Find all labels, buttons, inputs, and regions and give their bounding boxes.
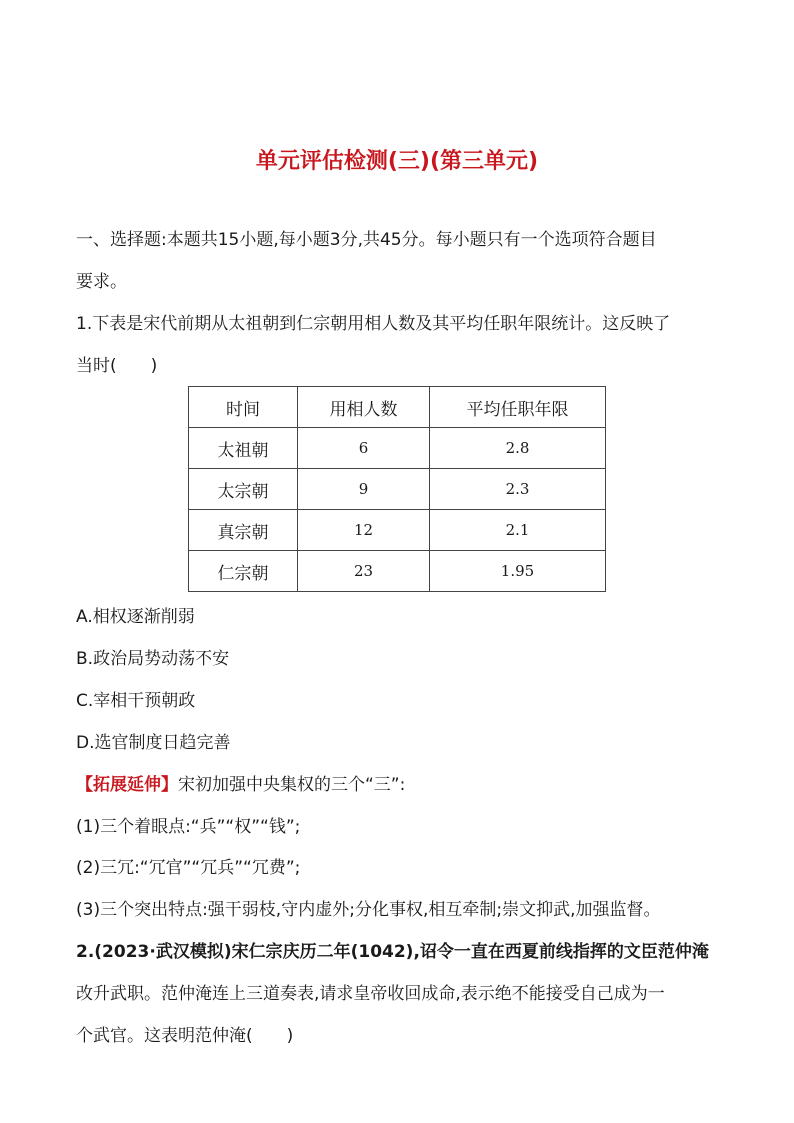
extension-item-1: (1)三个着眼点:“兵”“权”“钱”;	[76, 817, 301, 837]
table-header-row	[189, 387, 606, 428]
table-header-cell: 平均任职年限	[430, 387, 606, 428]
question-2-stem-line3: 个武官。这表明范仲淹( )	[76, 1026, 294, 1046]
option-b: B.政治局势动荡不安	[76, 649, 230, 669]
table-cell: 6	[298, 428, 430, 469]
question-1-stem-line1: 1.下表是宋代前期从太祖朝到仁宗朝用相人数及其平均任职年限统计。这反映了	[76, 314, 671, 334]
table-cell: 2.1	[430, 510, 606, 551]
table-cell: 12	[298, 510, 430, 551]
table-cell: 2.3	[430, 469, 606, 510]
extension-tag: 【拓展延伸】	[76, 775, 178, 795]
table-header-cell: 时间	[189, 387, 298, 428]
option-a: A.相权逐渐削弱	[76, 607, 195, 627]
table-cell: 真宗朝	[189, 510, 298, 551]
table-cell: 太祖朝	[189, 428, 298, 469]
extension-item-3: (3)三个突出特点:强干弱枝,守内虚外;分化事权,相互牵制;崇文抑武,加强监督。	[76, 900, 661, 920]
table-cell: 2.8	[430, 428, 606, 469]
option-c: C.宰相干预朝政	[76, 691, 196, 711]
page-title: 单元评估检测(三)(第三单元)	[255, 149, 539, 174]
table-cell: 太宗朝	[189, 469, 298, 510]
table-row	[189, 469, 606, 510]
table-cell: 1.95	[430, 551, 606, 592]
option-d: D.选官制度日趋完善	[76, 733, 231, 753]
table-row	[189, 551, 606, 592]
chancellor-stats-table	[188, 386, 606, 592]
section-instruction-line2: 要求。	[76, 272, 127, 292]
table-cell: 23	[298, 551, 430, 592]
question-2-stem-line1: 2.(2023·武汉模拟)宋仁宗庆历二年(1042),诏令一直在西夏前线指挥的文臣范仲淹	[76, 942, 709, 962]
section-instruction-line1: 一、选择题:本题共15小题,每小题3分,共45分。每小题只有一个选项符合题目	[76, 230, 657, 250]
table-header-cell: 用相人数	[298, 387, 430, 428]
table-cell: 9	[298, 469, 430, 510]
table-row	[189, 428, 606, 469]
question-1-stem-line2: 当时( )	[76, 356, 158, 376]
extension-heading: 宋初加强中央集权的三个“三”:	[178, 775, 406, 795]
question-2-stem-line2: 改升武职。范仲淹连上三道奏表,请求皇帝收回成命,表示绝不能接受自己成为一	[76, 984, 665, 1004]
table-row	[189, 510, 606, 551]
table-cell: 仁宗朝	[189, 551, 298, 592]
extension-item-2: (2)三冗:“冗官”“冗兵”“冗费”;	[76, 858, 301, 878]
extension-heading-line	[76, 773, 405, 797]
